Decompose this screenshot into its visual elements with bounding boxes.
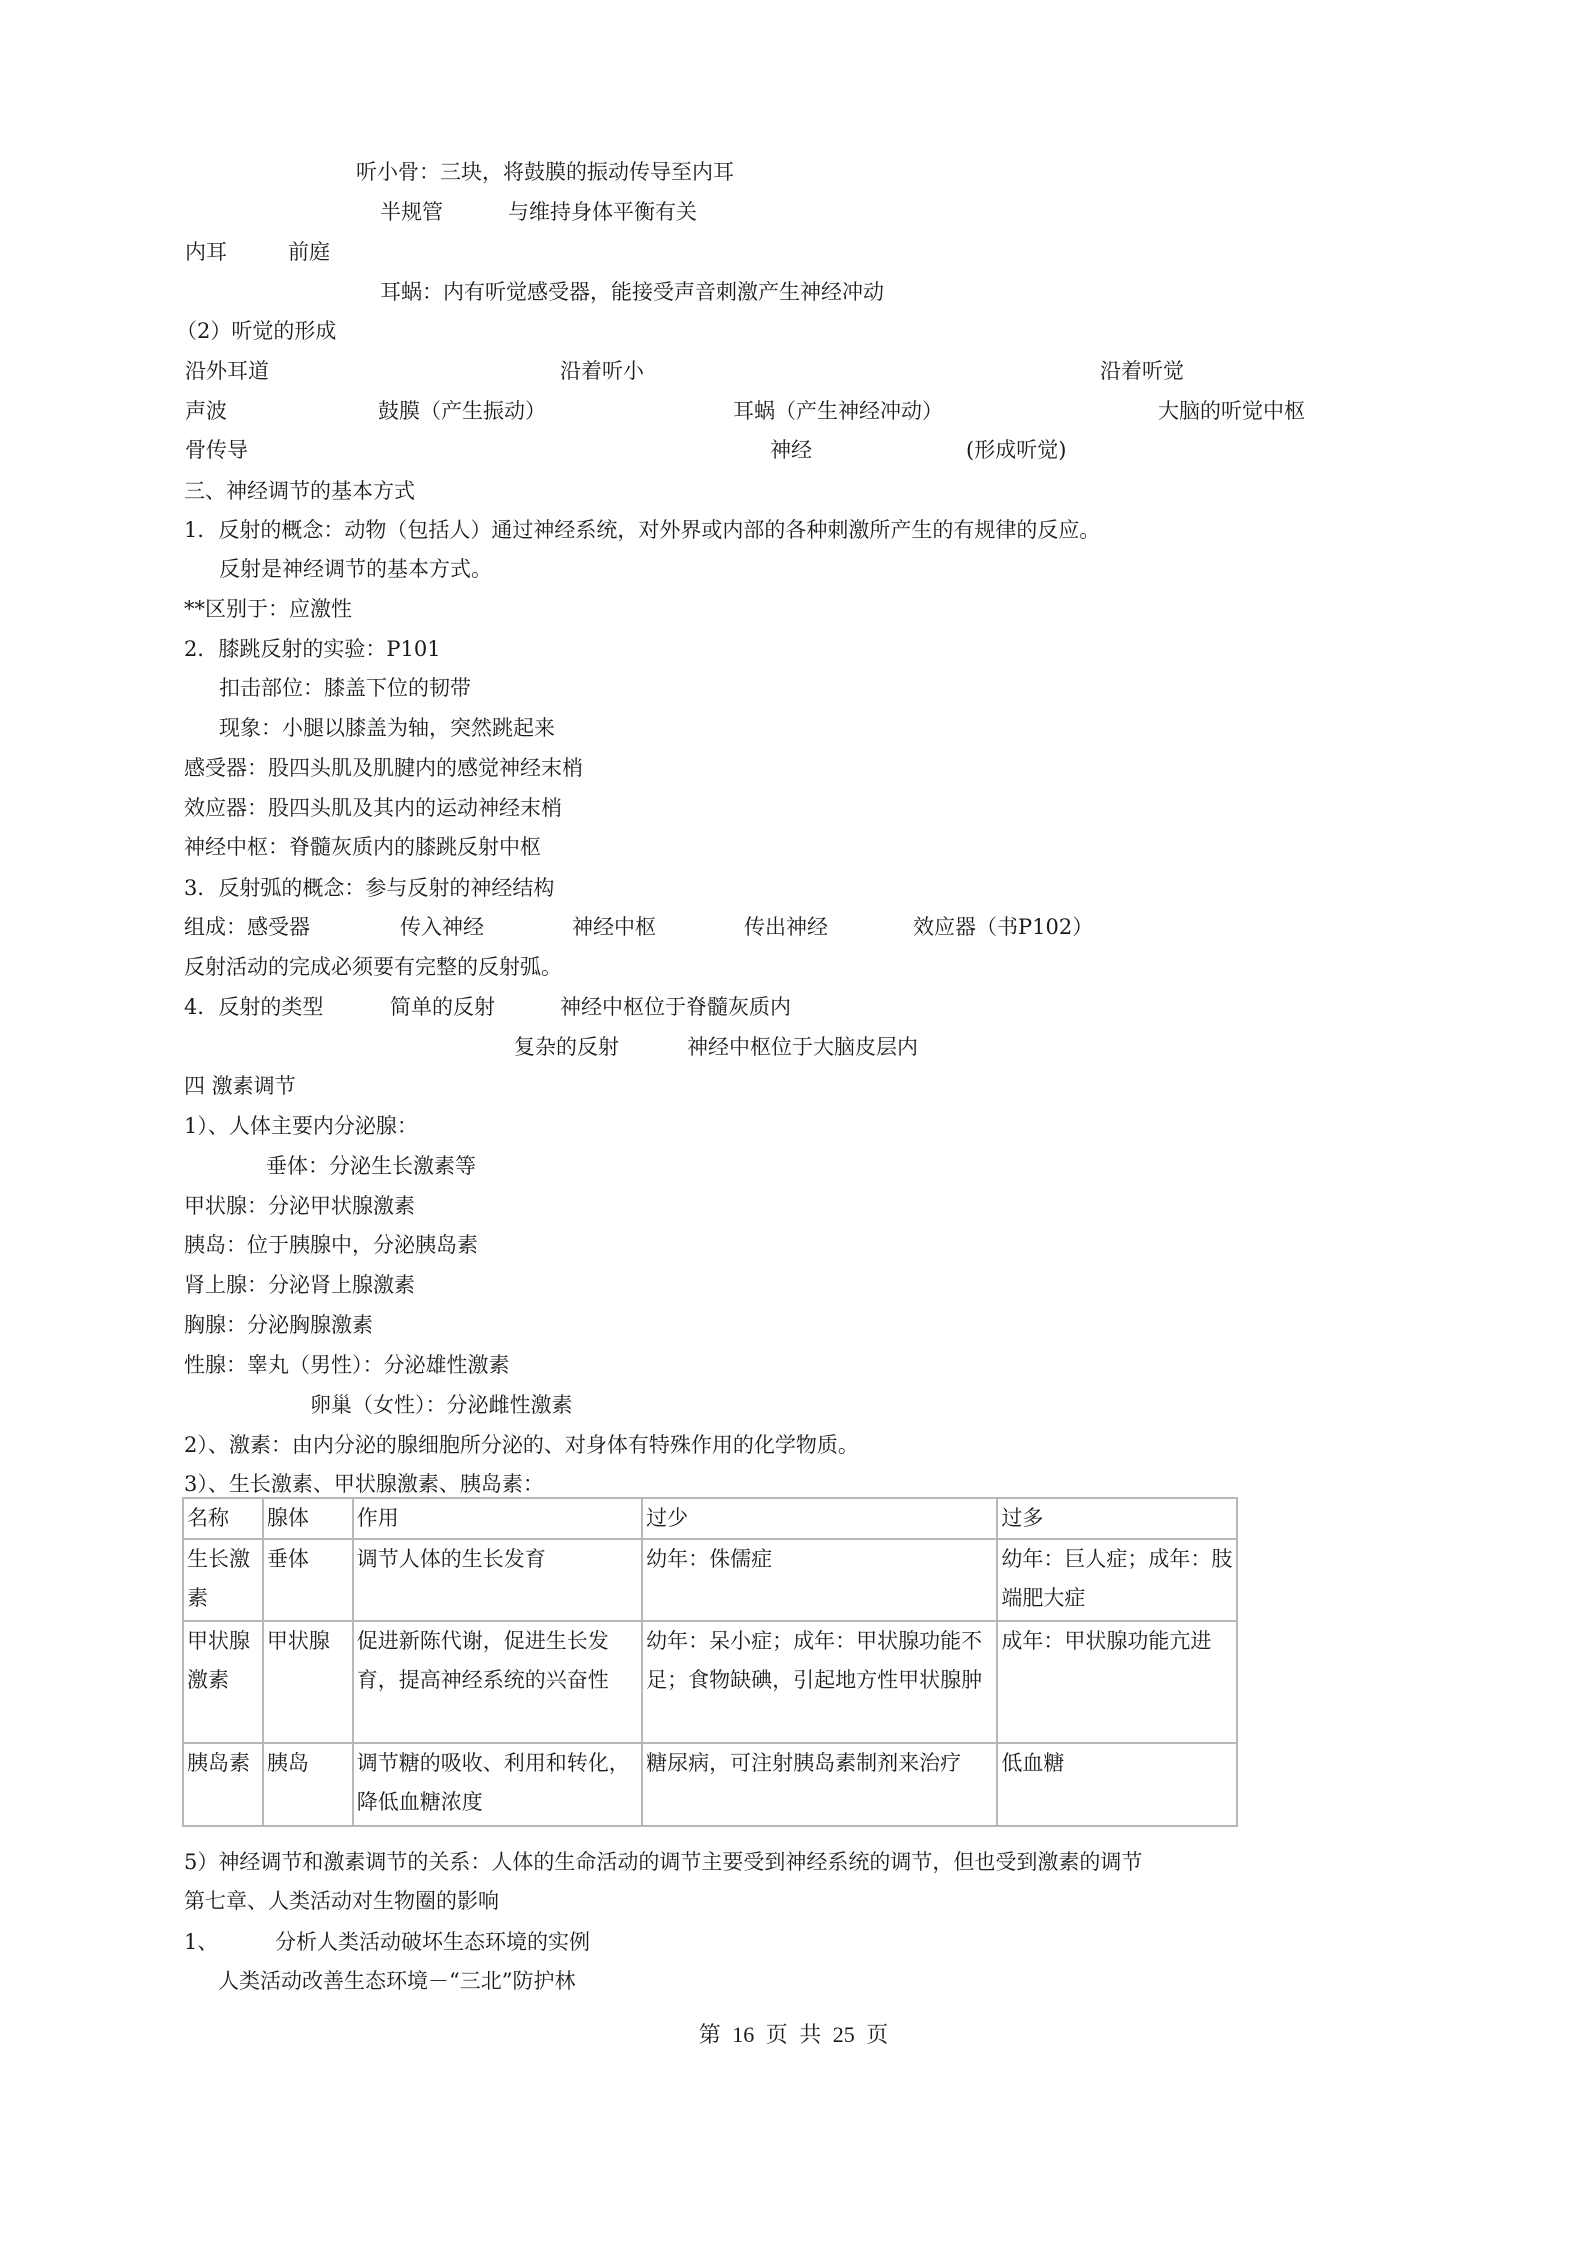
table-row (183, 1743, 1237, 1826)
list-number: 1、 (184, 1930, 219, 1954)
section-heading: 三、神经调节的基本方式 (184, 479, 415, 503)
table-cell: 甲状腺激素 (183, 1621, 263, 1743)
reflex-arc-part: 效应器（书P102） (913, 915, 1094, 939)
reflex-arc-part: 传入神经 (400, 915, 484, 939)
table-cell: 幼年：呆小症；成年：甲状腺功能不足；食物缺碘，引起地方性甲状腺肿 (642, 1621, 997, 1743)
text-line: **区别于：应激性 (184, 597, 352, 621)
semicircular-canal: 半规管 (380, 200, 443, 224)
table-header: 腺体 (263, 1498, 353, 1539)
table-cell: 调节人体的生长发育 (353, 1539, 642, 1621)
reflex-arc-part: 传出神经 (744, 915, 828, 939)
flow-label: 沿外耳道 (185, 359, 269, 383)
table-cell: 幼年：侏儒症 (642, 1539, 997, 1621)
table-header: 作用 (353, 1498, 642, 1539)
text-line: 2．膝跳反射的实验：P101 (184, 637, 441, 661)
table-header: 过少 (642, 1498, 997, 1539)
text-line: 5）神经调节和激素调节的关系：人体的生命活动的调节主要受到神经系统的调节，但也受到激素的调节 (184, 1850, 1143, 1874)
reflex-type: 复杂的反射 (514, 1035, 619, 1059)
flow-node: 大脑的听觉中枢 (1158, 399, 1305, 423)
text-line: 人类活动改善生态环境－“三北”防护林 (218, 1969, 576, 1993)
flow-node: 鼓膜（产生振动） (378, 399, 546, 423)
cochlea-line: 耳蜗：内有听觉感受器，能接受声音刺激产生神经冲动 (380, 280, 884, 304)
list-item: 分析人类活动破坏生态环境的实例 (275, 1930, 590, 1954)
gland-item: 性腺：睾丸（男性）：分泌雄性激素 (184, 1353, 510, 1377)
table-header: 名称 (183, 1498, 263, 1539)
text-line: 效应器：股四头肌及其内的运动神经末梢 (184, 796, 562, 820)
ossicles-line: 听小骨：三块，将鼓膜的振动传导至内耳 (356, 160, 734, 184)
reflex-arc-part: 组成：感受器 (184, 915, 310, 939)
table-cell: 低血糖 (997, 1743, 1237, 1826)
table-cell: 促进新陈代谢，促进生长发育，提高神经系统的兴奋性 (353, 1621, 642, 1743)
table-cell: 垂体 (263, 1539, 353, 1621)
flow-label: (形成听觉) (966, 438, 1067, 462)
table-cell: 调节糖的吸收、利用和转化，降低血糖浓度 (353, 1743, 642, 1826)
text-line: 感受器：股四头肌及肌腱内的感觉神经末梢 (184, 756, 583, 780)
text-line: 2）、激素：由内分泌的腺细胞所分泌的、对身体有特殊作用的化学物质。 (184, 1433, 859, 1457)
semicircular-desc: 与维持身体平衡有关 (508, 200, 697, 224)
reflex-type: 神经中枢位于脊髓灰质内 (560, 995, 791, 1019)
flow-label: 沿着听小 (560, 359, 644, 383)
flow-node: 声波 (185, 399, 227, 423)
gland-item: 垂体：分泌生长激素等 (266, 1154, 476, 1178)
vestibule-label: 前庭 (288, 240, 330, 264)
table-cell: 甲状腺 (263, 1621, 353, 1743)
table-cell: 生长激素 (183, 1539, 263, 1621)
text-line: 3．反射弧的概念：参与反射的神经结构 (184, 876, 555, 900)
text-line: 1）、人体主要内分泌腺： (184, 1114, 418, 1138)
table-row (183, 1621, 1237, 1743)
text-line: 扣击部位：膝盖下位的韧带 (219, 676, 471, 700)
gland-item: 卵巢（女性）：分泌雌性激素 (310, 1393, 573, 1417)
flow-label: 神经 (770, 438, 812, 462)
inner-ear-label: 内耳 (185, 240, 227, 264)
text-line: 反射是神经调节的基本方式。 (219, 557, 492, 581)
gland-item: 胸腺：分泌胸腺激素 (184, 1313, 373, 1337)
hearing-heading: （2）听觉的形成 (176, 319, 337, 343)
table-cell: 胰岛素 (183, 1743, 263, 1826)
chapter-heading: 第七章、人类活动对生物圈的影响 (184, 1889, 499, 1913)
table-header-row (183, 1498, 1237, 1539)
reflex-type: 神经中枢位于大脑皮层内 (687, 1035, 918, 1059)
reflex-type: 4．反射的类型 (184, 995, 324, 1019)
page-footer: 第 16 页 共 25 页 (698, 2022, 889, 2047)
gland-item: 肾上腺：分泌肾上腺激素 (184, 1273, 415, 1297)
table-cell: 胰岛 (263, 1743, 353, 1826)
text-line: 3）、生长激素、甲状腺激素、胰岛素： (184, 1472, 544, 1496)
text-line: 1．反射的概念：动物（包括人）通过神经系统，对外界或内部的各种刺激所产生的有规律的反应。 (184, 518, 1101, 542)
reflex-type: 简单的反射 (390, 995, 495, 1019)
table-cell: 糖尿病，可注射胰岛素制剂来治疗 (642, 1743, 997, 1826)
table-cell: 幼年：巨人症；成年：肢端肥大症 (997, 1539, 1237, 1621)
section-heading: 四 激素调节 (184, 1074, 296, 1098)
flow-label: 骨传导 (185, 438, 248, 462)
gland-item: 胰岛：位于胰腺中，分泌胰岛素 (184, 1233, 478, 1257)
text-line: 神经中枢：脊髓灰质内的膝跳反射中枢 (184, 835, 541, 859)
reflex-arc-part: 神经中枢 (572, 915, 656, 939)
flow-label: 沿着听觉 (1100, 359, 1184, 383)
table-cell: 成年：甲状腺功能亢进 (997, 1621, 1237, 1743)
flow-node: 耳蜗（产生神经冲动） (733, 399, 943, 423)
text-line: 现象：小腿以膝盖为轴，突然跳起来 (219, 716, 555, 740)
gland-item: 甲状腺：分泌甲状腺激素 (184, 1194, 415, 1218)
hormone-table (182, 1497, 1238, 1827)
text-line: 反射活动的完成必须要有完整的反射弧。 (184, 955, 562, 979)
table-row (183, 1539, 1237, 1621)
table-header: 过多 (997, 1498, 1237, 1539)
